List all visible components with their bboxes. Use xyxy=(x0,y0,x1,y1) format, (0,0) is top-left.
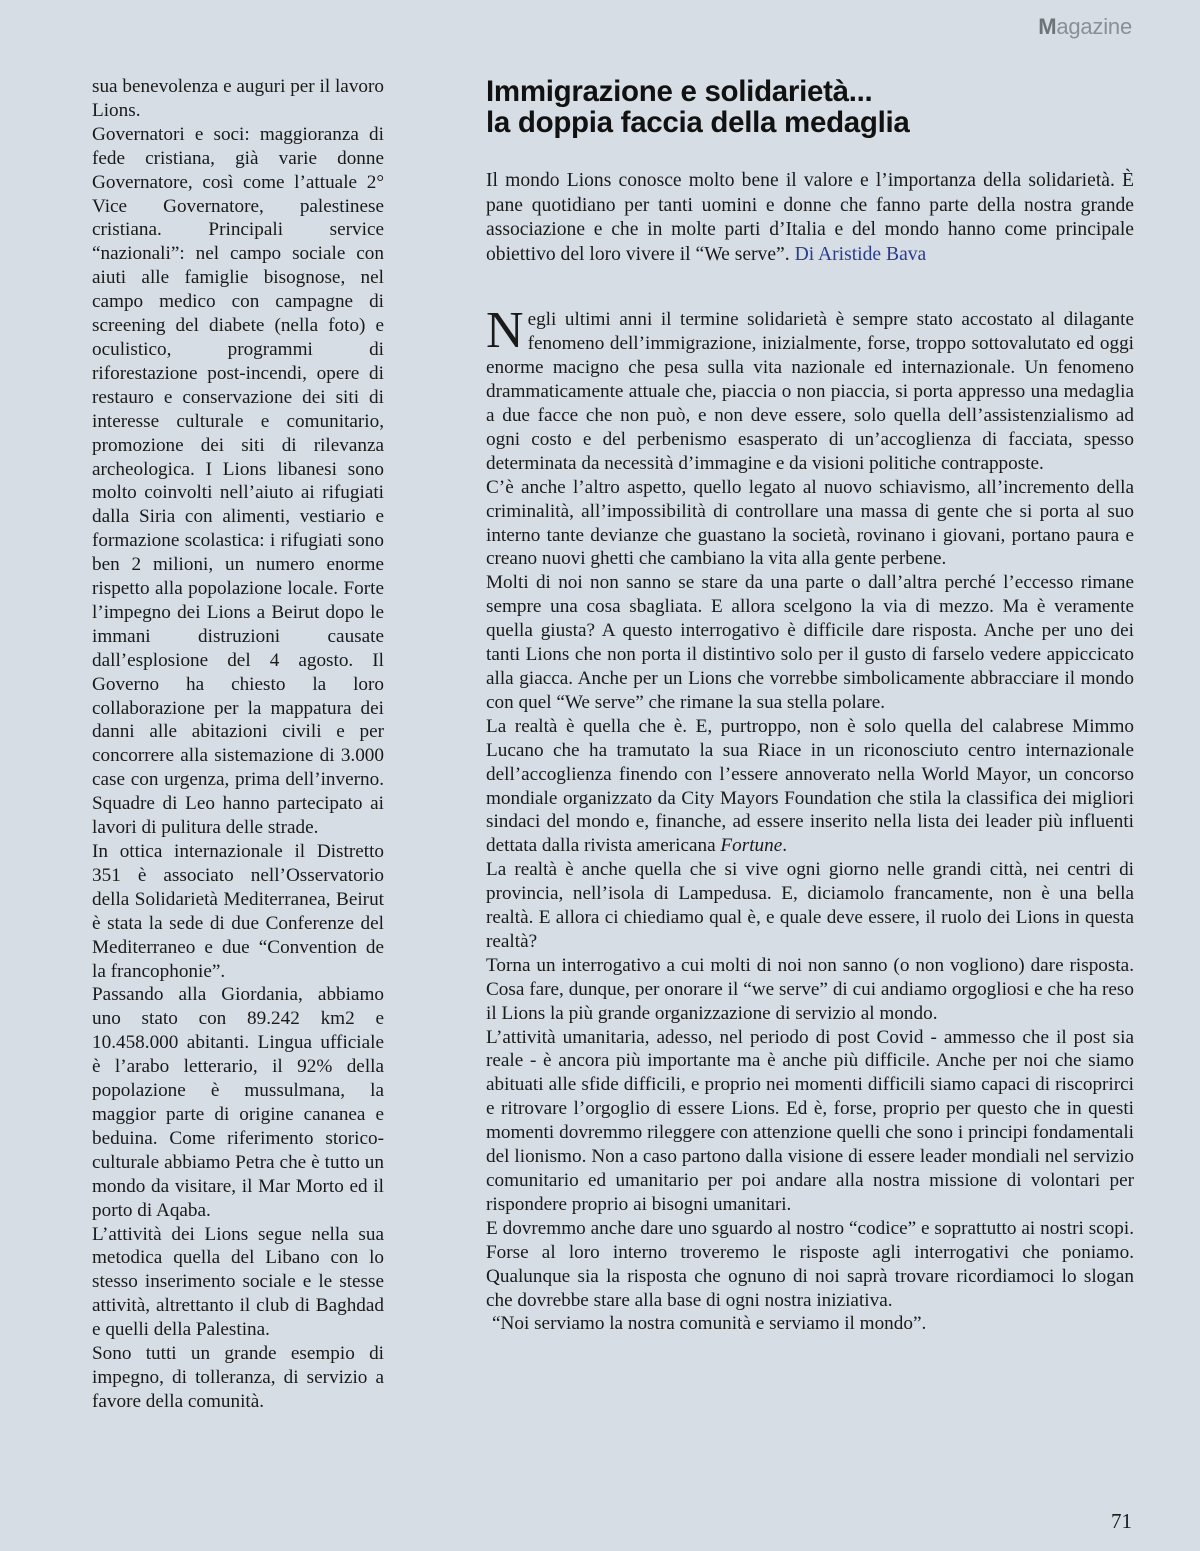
body-paragraph: L’attività umanitaria, adesso, nel periodo di post Covid - ammesso che il post sia reale - è ancora più importante ma è anche più difficile. Anche per noi che siamo abituati alle sfide difficili, e proprio nei momenti difficili siamo capaci di riscoprirci e ritrovare l’orgoglio di essere Lions. Ed è, forse, proprio per questo che in questi momenti dovremmo rileggere con attenzione quelli che sono i principi fondamentali del lionismo. Non a caso partono dalla visione di essere leader mondiali nel servizio comunitario ed umanitario per poi andare alla nostra missione di volontari per rispondere proprio ai bisogni umanitari. xyxy=(486,1026,1134,1215)
intro-text: Il mondo Lions conosce molto bene il valore e l’importanza della solidarietà. È pane quotidiano per tanti uomini e donne che fanno parte della nostra grande associazione e che in molte parti d’Italia e del mondo hanno come principale obiettivo del loro vivere il “We serve”. xyxy=(486,170,1134,265)
left-paragraph: L’attività dei Lions segue nella sua metodica quella del Libano con lo stesso inserimento sociale e le stesse attività, altrettanto il club di Baghdad e quelli della Palestina. xyxy=(92,1223,384,1341)
body-paragraph: Torna un interrogativo a cui molti di noi non sanno (o non vogliono) dare risposta. Cosa fare, dunque, per onorare il “we serve” di cui andiamo orgogliosi e che ha reso il Lions la più grande organizzazione di servizio al mondo. xyxy=(486,954,1134,1024)
left-paragraph: Passando alla Giordania, abbiamo uno stato con 89.242 km2 e 10.458.000 abitanti. Lingua ufficiale è l’arabo letterario, il 92% della popolazione è mussulmana, la maggior parte di origine cananea e beduina. Come riferimento storico-culturale abbiamo Petra che è tutto un mondo da visitare, il Mar Morto ed il porto di Aqaba. xyxy=(92,984,384,1221)
body-paragraph: La realtà è quella che è. E, purtroppo, non è solo quella del calabrese Mimmo Lucano che ha tramutato la sua Riace in un riconosciuto centro internazionale dell’accoglienza finendo con l’essere annoverato nella World Mayor, un concorso mondiale organizzato da City Mayors Foundation che stila la classifica dei migliori sindaci del mondo e, finanche, ad essere inserito nella lista dei leader più influenti dettata dalla rivista americana Fortune. xyxy=(486,715,1134,857)
page-number: 71 xyxy=(1111,1509,1132,1533)
closing-quote: “Noi serviamo la nostra comunità e serviamo il mondo”. xyxy=(492,1313,927,1335)
article-title-line2: la doppia faccia della medaglia xyxy=(486,106,910,139)
body-paragraph: Molti di noi non sanno se stare da una parte o dall’altra perché l’eccesso rimane sempre una cosa sbagliata. E allora scelgono la via di mezzo. Ma è veramente quella giusta? A questo interrogativo è difficile dare risposta. Anche per uno dei tanti Lions che non porta il distintivo solo per il gusto di farselo vedere appiccicato alla giacca. Anche per un Lions che vorrebbe simbolicamente abbracciare il mondo con quel “We serve” che rimane la sua stella polare. xyxy=(486,572,1134,713)
left-column xyxy=(92,75,384,1414)
drop-cap: N xyxy=(486,302,524,360)
left-paragraph: Sono tutti un grande esempio di impegno, di tolleranza, di servizio a favore della comunità. xyxy=(92,1343,384,1412)
article-title xyxy=(486,76,1134,138)
body-paragraph: C’è anche l’altro aspetto, quello legato al nuovo schiavismo, all’incremento della criminalità, all’impossibilità di controllare una massa di gente che si porta al suo interno tante devianze che guastano la società, rovinano i giovani, portano paura e creano nuovi ghetti che cambiano la vita alla gente perbene. xyxy=(486,476,1134,570)
magazine-section-label: Magazine xyxy=(1038,14,1132,39)
body-paragraph: La realtà è anche quella che si vive ogni giorno nelle grandi città, nei centri di provincia, nell’isola di Lampedusa. E, diciamolo francamente, non è una bella realtà. E allora ci chiediamo qual è, e quale deve essere, il ruolo dei Lions in questa realtà? xyxy=(486,859,1134,952)
body-paragraph: E dovremmo anche dare uno sguardo al nostro “codice” e soprattutto ai nostri scopi. Forse al loro interno troveremo le risposte agli interrogativi che poniamo. Qualunque sia la risposta che ognuno di noi saprà trovare ricordiamoci lo slogan che dovrebbe stare alla base di ogni nostra iniziativa. xyxy=(486,1217,1134,1311)
article-body xyxy=(486,302,1134,1336)
left-paragraph: Governatori e soci: maggioranza di fede cristiana, già varie donne Governatore, così come l’attuale 2° Vice Governatore, palestinese cristiana. Principali service “nazionali”: nel campo sociale con aiuti alle famiglie bisognose, nel campo medico con campagne di screening del diabete (nella foto) e oculistico, programmi di riforestazione post-incendi, opere di restauro e conservazione dei siti di interesse culturale e comunitario, promozione dei siti di rilevanza archeologica. I Lions libanesi sono molto coinvolti nell’aiuto ai rifugiati dalla Siria con alimenti, vestiario e formazione scolastica: i rifugiati sono ben 2 milioni, un numero enorme rispetto alla popolazione locale. Forte l’impegno dei Lions a Beirut dopo le immani distruzioni causate dall’esplosione del 4 agosto. Il Governo ha chiesto la loro collaborazione per la mappatura dei danni alle abitazioni civili e per concorrere alla sistemazione di 3.000 case con urgenza, prima dell’inverno. Squadre di Leo hanno partecipato ai lavori di pulitura delle strade. xyxy=(92,123,384,839)
magazine-name: Fortune xyxy=(720,835,783,857)
article-column xyxy=(486,76,1134,1336)
article-title-line1: Immigrazione e solidarietà... xyxy=(486,75,873,108)
left-paragraph: sua benevolenza e auguri per il lavoro Lions. xyxy=(92,76,384,121)
body-paragraph: Negli ultimi anni il termine solidarietà è sempre stato accostato al dilagante fenomeno dell’immigrazione, inizialmente, forse, troppo sottovalutato ed oggi enorme macigno che pesa sulla vita nazionale ed internazionale. Un fenomeno drammaticamente attuale che, piaccia o non piaccia, si porta appresso una medaglia a due facce che non può, e non deve essere, solo quella dell’assistenzialismo ad ogni costo e del perbenismo esasperato di un’accoglienza di facciata, spesso determinata da necessità d’immagine e da visioni politiche contrapposte. xyxy=(486,302,1134,474)
author-byline: Di Aristide Bava xyxy=(794,243,927,265)
article-intro xyxy=(486,169,1134,267)
left-paragraph: In ottica internazionale il Distretto 351 è associato nell’Osservatorio della Solidarietà Mediterranea, Beirut è stata la sede di due Conferenze del Mediterraneo e due “Convention de la francophonie”. xyxy=(92,841,384,982)
